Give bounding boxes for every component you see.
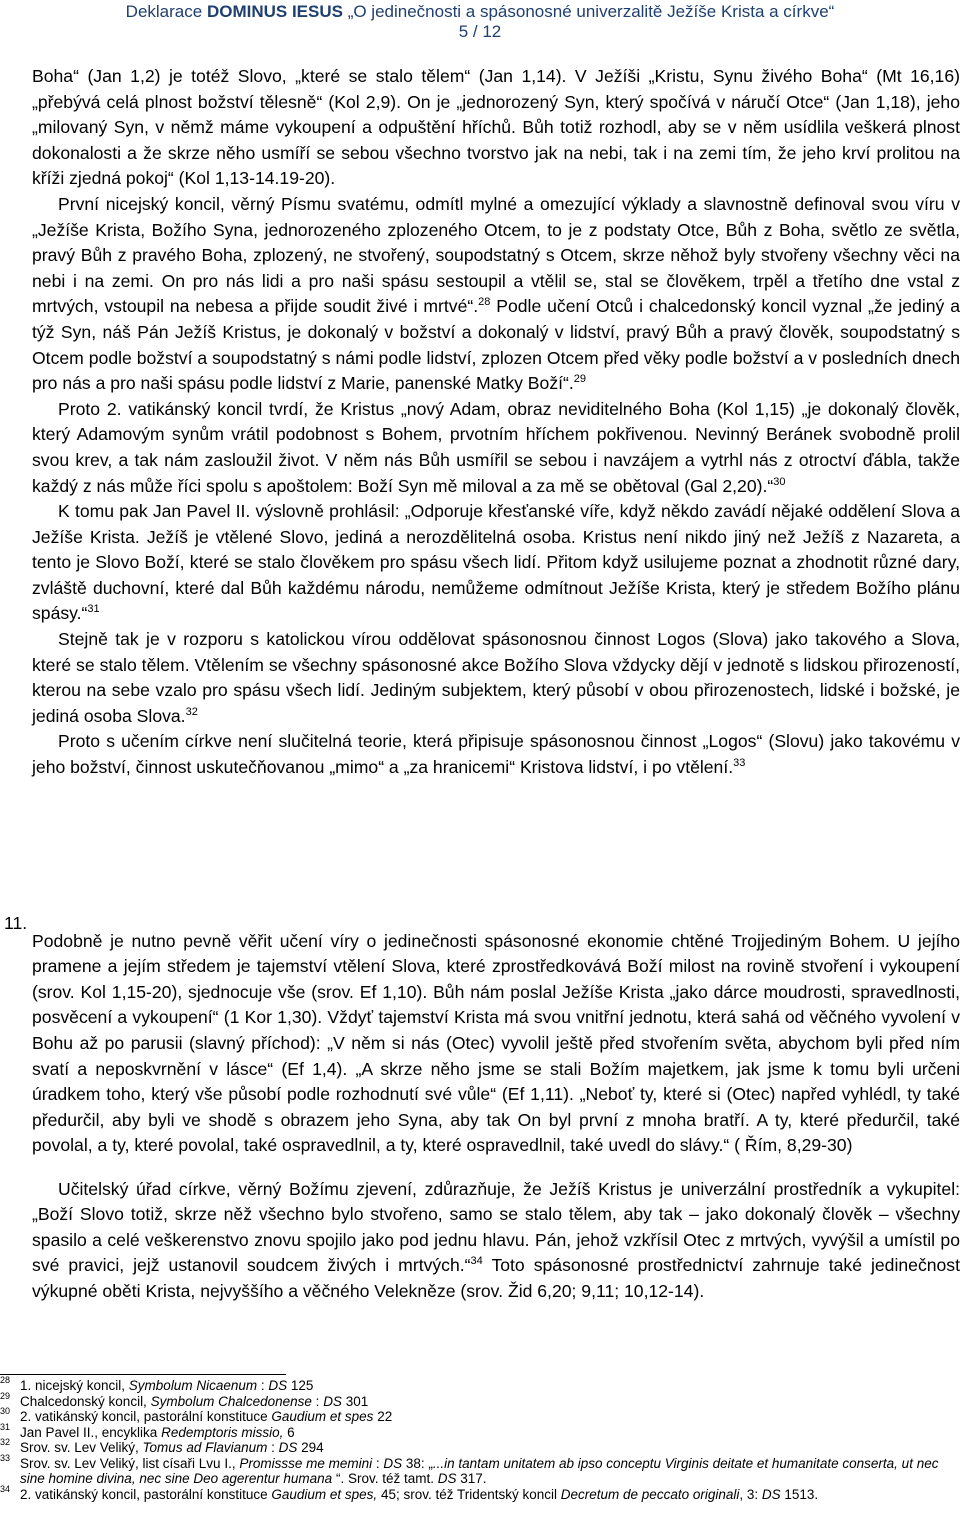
document-title: Deklarace DOMINUS IESUS „O jedinečnosti a spásonosné univerzalitě Ježíše Krista a církve“ [125,2,835,21]
footnote-text: 22 [373,1409,393,1424]
footnote-text: Srov. sv. Lev Veliký, [20,1440,143,1455]
footnote-text: 2. vatikánský koncil, pastorální konstituce [20,1409,272,1424]
footnote-mark: 29 [0,1390,11,1401]
footnote-text: 1. nicejský koncil, [20,1378,129,1393]
footnote-title: Gaudium et spes [271,1409,374,1424]
footnote-text: 301 [341,1393,369,1409]
footnote-mark: 34 [0,1483,11,1494]
footnote [0,1406,960,1425]
paragraph: Učitelský úřad církve, věrný Božímu zjevení, zdůrazňuje, že Ježíš Kristus je univerzální prostředník a vykupitel: „Boží Slovo totiž, skrze něž všechno bylo stvořeno, samo se stalo tělem, aby tak – jako dokonalý člověk – všechny spasilo a celé veškerenstvo znovu spojilo jako pod jednu hlavu. Pán, jehož vzkřísil Otec z mrtvých, vyvýšil a umístil po své pravici, jejž ustanovil soudcem živých i mrtvých.“$^{34}$ Toto spásonosné prostřednictví zahrnuje také jedinečnost výkupné oběti Krista, nejvyššího a věčného Velekněze (srov. Žid 6,20; 9,11; 10,12-14). [32,1178,960,1301]
footnote-mark: 30 [0,1406,11,1416]
footnote-ref[interactable]: 29 [573,373,587,386]
footnote-mark: 28 [0,1375,11,1385]
footnote [0,1437,960,1456]
footnote-text: Chalcedonský koncil, [20,1393,151,1409]
footnote-ref-code: DS [278,1440,298,1455]
footnote-text: 6 [283,1424,295,1440]
footnote [0,1421,960,1441]
footnote-title: Symbolum Nicaenum [128,1378,258,1393]
footnote-ref-code: DS [268,1378,288,1393]
paragraph: Podobně je nutno pevně věřit učení víry o jedinečnosti spásonosné ekonomie chtěné Trojjediným Bohem. U jejího pramene a jejím středem je tajemství vtělení Slova, které zprostředkovává Boží milost na rovině stvoření i vykoupení (srov. Kol 1,15-20), sjednocuje vše (srov. Ef 1,10). Bůh nám poslal Ježíše Krista „jako dárce moudrosti, spravedlnosti, posvěcení a vykoupení“ (1 Kor 1,30). Vždyť tajemství Krista má svou vnitřní jednotu, která sahá od věčného vyvolení v Bohu až po parusii (slavný příchod): „V něm si nás (Otec) vyvolil ještě před stvořením světa, abychom byli před ním svatí a neposkvrnění v lásce“ (Ef 1,4). „A skrze něho jsme se stali Božím majetkem, jak jsme k tomu byli určeni úradkem toho, který vše působí podle rozhodnutí své vůle“ (Ef 1,11). „Neboť ty, které si (Otec) napřed vyhlédl, ty také předurčil, aby byli ve shodě s obrazem jeho Syna, aby tak On byl první z mnoha bratří. A ty, které předurčil, také povolal, a ty, které povolal, také ospravedlnil, a ty, které ospravedlnil, také uvedl do slávy.“ ( Řím, 8,29-30) [32,930,960,1156]
footnote: 33 Srov. sv. Lev Veliký, list císaři Lvu I., Promissse me memini : DS 38: „...in tantam unitatem ab ipso conceptu Virginis deitate et humanitate conserta, ut nec sine homine divina, nec sine Deo agerentur humana “. Srov. též tamt. DS 317. [0,1452,939,1486]
footnote-ref[interactable]: 31 [87,603,100,616]
section-11 [0,911,960,1305]
paragraph: Boha“ (Jan 1,2) je totéž Slovo, „které se stalo tělem“ (Jan 1,14). V Ježíši „Kristu, Synu živého Boha“ (Mt 16,16) „přebývá celá plnost božství tělesně“ (Kol 2,9). On je „jednorozený Syn, který spočívá v náručí Otce“ (Jan 1,18), jeho „milovaný Syn, v němž máme vykoupení a odpuštění hříchů. Bůh totiž rozhodl, aby se v něm usídlila veškerá plnost dokonalosti a že skrze něho usmíří se sebou všechno tvorstvo jak na nebi, tak i na zemi tím, že jeho krví prolitou na kříži zjedná pokoj“ (Kol 1,13-14.19-20). [32,66,960,189]
footnote-ref[interactable]: 33 [733,757,746,770]
main-text [32,64,960,781]
footnote [0,1390,960,1410]
footnote-text: Jan Pavel II., encyklika [20,1424,162,1440]
paragraph: K tomu pak Jan Pavel II. výslovně prohlásil: „Odporuje křesťanské víře, když někdo zavádí nějaké oddělení Slova a Ježíše Krista. Ježíš je vtělené Slovo, jediná a nerozdělitelná osoba. Kristus není nikdo jiný než Ježíš z Nazareta, a tento je Slovo Boží, které se stalo člověkem pro spásu všech lidí. Přitom když usilujeme poznat a zhodnotit různé dary, zvláště duchovní, které dal Bůh každému národu, nemůžeme odmítnout Ježíše Krista, který je středem Božího plánu spásy.“$^{31}$ [32,501,960,624]
footnote-ref[interactable]: 28 [478,296,491,309]
footnote-ref[interactable]: 30 [773,475,786,488]
footnote-text: : [311,1393,324,1409]
paragraph: Proto s učením církve není slučitelná teorie, která připisuje spásonosnou činnost „Logos“ (Slovu) jako takovému v jeho božství, činnost uskutečňovanou „mimo“ a „za hranicemi“ Kristova lidství, i po vtělení.$^{33}$ [32,731,960,778]
footnote-mark: 32 [0,1437,11,1447]
section-number: 11. [4,913,28,933]
page-number: 5 / 12 [458,22,502,41]
footnote-text: 294 [297,1440,324,1455]
footnote-separator [0,1374,286,1375]
footnote-ref[interactable]: 34 [470,1255,483,1268]
footnote-ref-code: DS [323,1393,342,1409]
page-header [0,2,960,42]
footnote-ref[interactable]: 32 [185,705,198,718]
footnote: 34 2. vatikánský koncil, pastorální konstituce Gaudium et spes, 45; srov. též Tridentský koncil Decretum de peccato originali, 3: DS 1513. [0,1483,819,1502]
footnote-mark: 31 [0,1421,11,1432]
paragraph: První nicejský koncil, věrný Písmu svatému, odmítl mylné a omezující výklady a slavnostně definoval svou víru v „Ježíše Krista, Božího Syna, jednorozeného zplozeného Otcem, to je z podstaty Otce, Bůh z Boha, světlo ze světla, pravý Bůh z pravého Boha, zplozený, ne stvořený, soupodstatný s Otcem, skrze něhož byly stvořeny všechny věci na nebi i na zemi. On pro nás lidi a pro naši spásu sestoupil a vtělil se, stal se člověkem, trpěl a třetího dne vstal z mrtvých, vstoupil na nebesa a přijde soudit živé i mrtvé“.$^{28}$ Podle učení Otců i chalcedonský koncil vyznal „že jediný a týž Syn, náš Pán Ježíš Kristus, je dokonalý v božství a dokonalý v lidství, pravý Bůh a pravý člověk, soupodstatný s Otcem podle božství a soupodstatný s námi podle lidství, zplozen Otcem před věky podle božství a v posledních dnech pro nás a pro naši spásu podle lidství z Marie, panenské Matky Boží“.$^{29}$ [32,193,960,394]
footnote-text: 125 [287,1378,314,1393]
footnote [0,1375,960,1394]
paragraph: Stejně tak je v rozporu s katolickou vírou oddělovat spásonosnou činnost Logos (Slova) jako takového a Slova, které se stalo tělem. Vtělením se všechny spásonosné akce Božího Slova vždycky dějí v jednotě s lidskou přirozeností, kterou na sebe vzalo pro spásu všech lidí. Jediným subjektem, který působí v obou přirozenostech, lidské i božské, je jediná osoba Slova.$^{32}$ [32,629,960,726]
paragraph: Proto 2. vatikánský koncil tvrdí, že Kristus „nový Adam, obraz neviditelného Boha (Kol 1,15) „je dokonalý člověk, který Adamovým synům vrátil podobnost s Bohem, prvotním hříchem pokřivenou. Nevinný Beránek svobodně prolil svou krev, a tak nám zasloužil život. V něm nás Bůh usmířil se sebou i navzájem a vytrhl nás z otroctví ďábla, takže každý z nás může říci spolu s apoštolem: Boží Syn mě miloval a za mě se obětoval (Gal 2,20).“$^{30}$ [32,398,960,496]
footnote-title: Symbolum Chalcedonense [150,1393,312,1409]
footnote-mark: 33 [0,1452,11,1463]
footnote-text: : [257,1378,269,1393]
footnote-title: Tomus ad Flavianum [142,1440,268,1455]
footnotes [0,1375,960,1502]
footnote-text: : [267,1440,279,1455]
footnote-title: Redemptoris missio, [161,1424,284,1440]
